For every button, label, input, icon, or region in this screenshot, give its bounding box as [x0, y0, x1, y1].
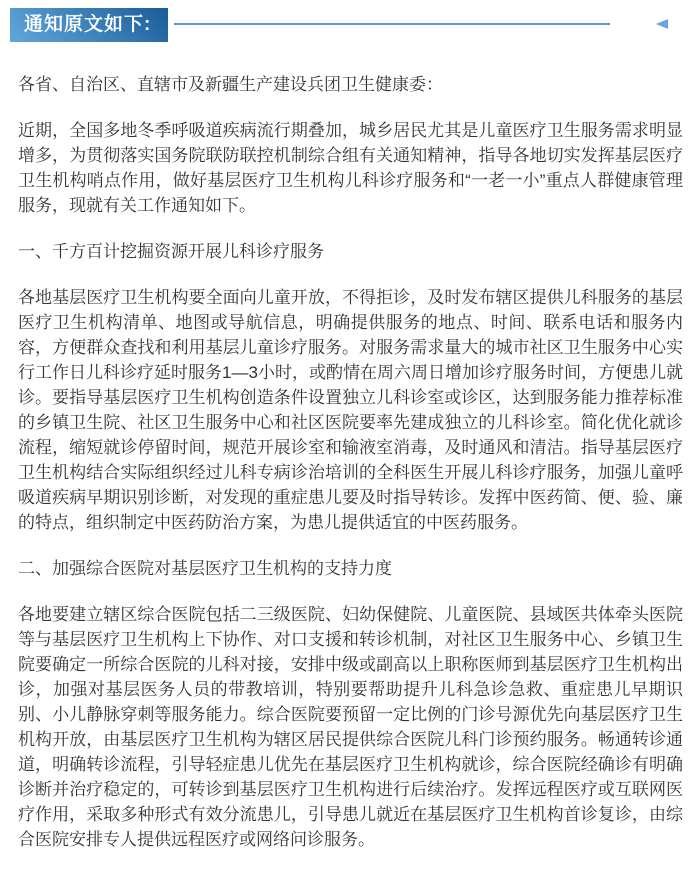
notice-body	[18, 72, 683, 852]
salutation-line: 各省、自治区、直辖市及新疆生产建设兵团卫生健康委：	[18, 75, 443, 94]
left-triangle-icon	[656, 19, 668, 29]
notice-paragraph: 各地基层医疗卫生机构要全面向儿童开放，不得拒诊，及时发布辖区提供儿科服务的基层医疗卫生机构清单、地图或导航信息，明确提供服务的地点、时间、联系电话和服务内容，方便群众查找和利用基层儿童诊疗服务。对服务需求量大的城市社区卫生服务中心实行工作日儿科诊疗延时服务1—3小时，或酌情在周六周日增加诊疗服务时间，方便患儿就诊。要指导基层医疗卫生机构创造条件设置独立儿科诊室或诊区，达到服务能力推荐标准的乡镇卫生院、社区卫生服务中心和社区医院要率先建成独立的儿科诊室。简化优化就诊流程，缩短就诊停留时间，规范开展诊室和输液室消毒，及时通风和清洁。指导基层医疗卫生机构结合实际组织经过儿科专病诊治培训的全科医生开展儿科诊疗服务，加强儿童呼吸道疾病早期识别诊断，对发现的重症患儿要及时指导转诊。发挥中医药简、便、验、廉的特点，组织制定中医药防治方案，为患儿提供适宜的中医药服务。	[18, 288, 683, 532]
section-heading: 一、千方百计挖掘资源开展儿科诊疗服务	[18, 242, 324, 261]
section-header	[0, 0, 690, 50]
notice-paragraph: 各地要建立辖区综合医院包括二三级医院、妇幼保健院、儿童医院、县域医共体牵头医院等与基层医疗卫生机构上下协作、对口支援和转诊机制，对社区卫生服务中心、乡镇卫生院要确定一所综合医院的儿科对接，安排中级或副高以上职称医师到基层医疗卫生机构出诊，加强对基层医务人员的带教培训，特别要帮助提升儿科急诊急救、重症患儿早期识别、小儿静脉穿刺等服务能力。综合医院要预留一定比例的门诊号源优先向基层医疗卫生机构开放，由基层医疗卫生机构为辖区居民提供综合医院儿科门诊预约服务。畅通转诊通道，明确转诊流程，引导轻症患儿优先在基层医疗卫生机构就诊，综合医院经确诊有明确诊断并治疗稳定的，可转诊到基层医疗卫生机构进行后续治疗。发挥远程医疗或互联网医疗作用，采取多种形式有效分流患儿，引导患儿就近在基层医疗卫生机构首诊复诊，由综合医院安排专人提供远程医疗或网络问诊服务。	[18, 605, 683, 849]
notice-paragraph: 近期，全国多地冬季呼吸道疾病流行期叠加，城乡居民尤其是儿童医疗卫生服务需求明显增多，为贯彻落实国务院联防联控机制综合组有关通知精神，指导各地切实发挥基层医疗卫生机构哨点作用，做好基层医疗卫生机构儿科诊疗服务和“一老一小”重点人群健康管理服务，现就有关工作通知如下。	[18, 121, 683, 215]
notice-header-badge: 通知原文如下:	[10, 8, 168, 42]
section-heading: 二、加强综合医院对基层医疗卫生机构的支持力度	[18, 559, 392, 578]
header-divider-line	[174, 23, 610, 25]
